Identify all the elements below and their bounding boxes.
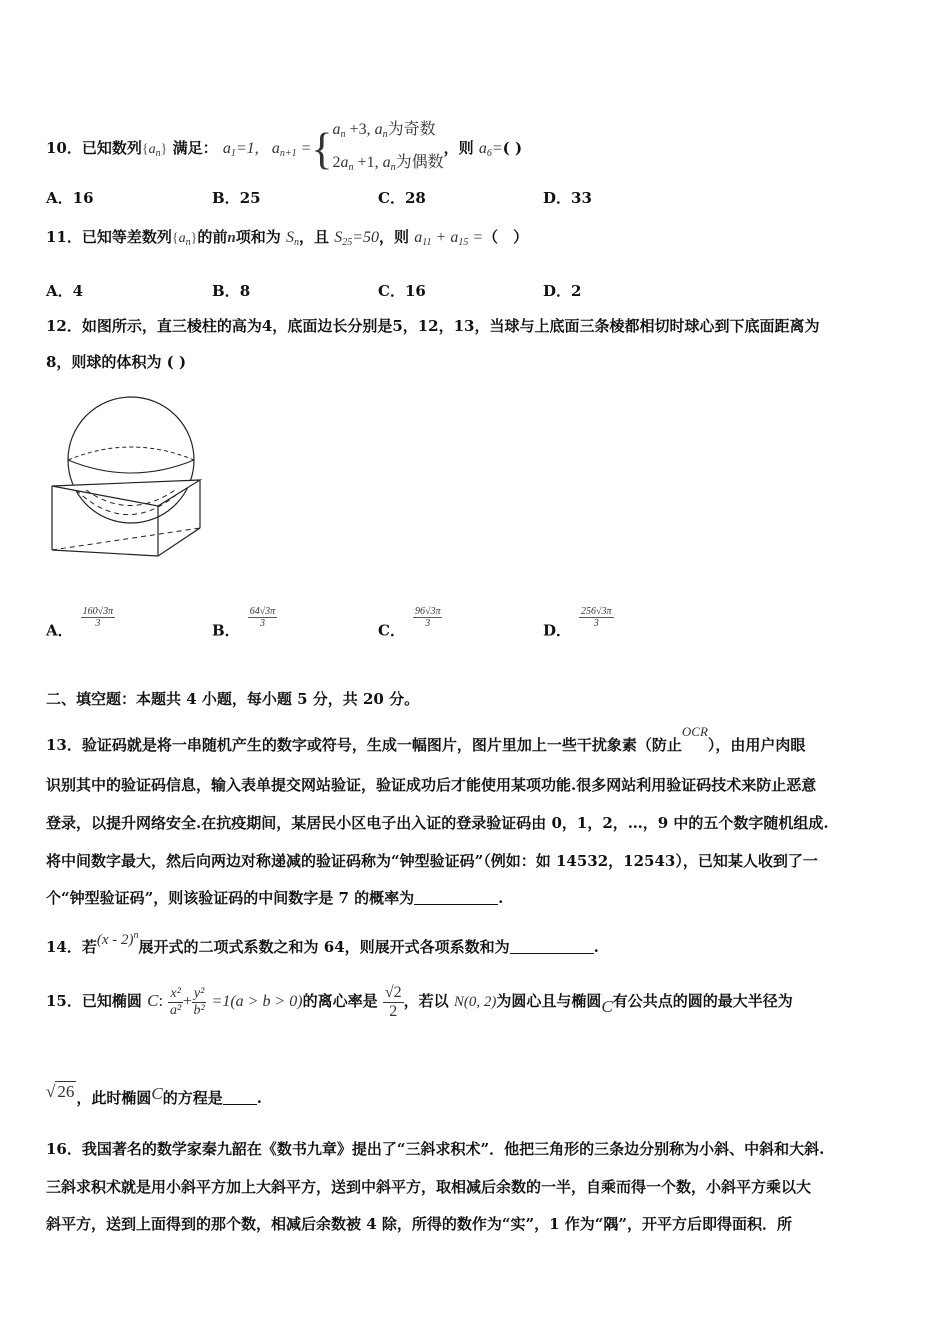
q15-answer-blank[interactable] xyxy=(223,1090,257,1105)
q10-brace: { xyxy=(311,124,333,174)
q11-option-b: B．8 xyxy=(212,282,251,300)
q10-cases: $a_n +3$, $a_n$为奇数 $2a_n +1$, $a_n$为偶数 xyxy=(332,121,444,173)
q15-line2: √ 26 ，此时椭圆C的方程是 . xyxy=(46,1082,262,1107)
q12-option-b: B． $\frac{64√3\pi}{3}$ xyxy=(212,606,276,640)
q11-seq: $\{a_n\}$ xyxy=(171,231,198,248)
section-2-title: 二、填空题：本题共 4 小题，每小题 5 分，共 20 分。 xyxy=(46,690,420,708)
q13-line1: 13．验证码就是将一串随机产生的数字或符号，生成一幅图片，图片里加上一些干扰象素（防止OCR），由用户肉眼 xyxy=(46,724,806,754)
q10-seq: $\{a_n\}$ xyxy=(141,142,168,159)
q14-expr: (x - 2)$^n$ xyxy=(96,930,139,948)
q12-option-a: A． $\frac{160√3\pi}{3}$ xyxy=(46,606,114,640)
q15-y-frac: $\frac{\text{y²}}{\text{b²}}$ xyxy=(193,986,205,1018)
q10-option-c: C．28 xyxy=(378,189,426,207)
q11-sum: $a_{11} + a_{15}$ = xyxy=(414,229,484,248)
q10-option-a: A．16 xyxy=(46,189,94,207)
q12-line2: 8，则球的体积为 ( ) xyxy=(46,353,187,371)
q11-option-d: D．2 xyxy=(543,282,582,300)
q11-S25: $S_{25}=50$ xyxy=(334,229,380,248)
q13-answer-blank[interactable] xyxy=(414,890,498,905)
q16-line2: 三斜求积术就是用小斜平方加上大斜平方，送到中斜平方，取相减后余数的一半，自乘而得一个数，小斜平方乘以大 xyxy=(46,1178,812,1196)
question-15: 15．已知椭圆 C: $\frac{\text{x²}}{\text{a²}}$ + $\frac{\text{y²}}{\text{b²}}$ =1(a > b > 0)的离心率是 $\frac{√2}{2}$ ，若以 N(0, 2)为圆心且与椭圆C有公共点的圆的最大半径为 xyxy=(46,984,793,1020)
q10-option-d: D．33 xyxy=(543,189,592,207)
q10-text: 已知数列 xyxy=(81,139,142,157)
q15-eccentricity: $\frac{√2}{2}$ xyxy=(384,984,402,1020)
q11-option-a: A．4 xyxy=(46,282,84,300)
prism-sphere-figure xyxy=(46,382,216,562)
q13-line5: 个“钟型验证码”，则该验证码的中间数字是 7 的概率为 . xyxy=(46,889,504,907)
q10-a1: $a_1=1$, xyxy=(222,140,259,159)
q12-line1: 12．如图所示，直三棱柱的高为4，底面边长分别是5，12，13，当球与上底面三条棱都相切时球心到下底面距离为 xyxy=(46,317,820,335)
prism-bottom-right xyxy=(158,528,200,556)
prism-bottom-front xyxy=(52,550,158,556)
q14-answer-blank[interactable] xyxy=(510,939,594,954)
q13-line4: 将中间数字最大，然后向两边对称递减的验证码称为“钟型验证码”（例如：如 14532，12543），已知某人收到了一 xyxy=(46,852,818,870)
q10-a6: $a_6=$ xyxy=(478,140,503,159)
q15-x-frac: $\frac{\text{x²}}{\text{a²}}$ xyxy=(170,986,182,1018)
q10-number: 10． xyxy=(46,139,82,157)
question-14: 14．若(x - 2)$^n$展开式的二项式系数之和为 64，则展开式各项系数和为 . xyxy=(46,930,599,956)
q10-option-b: B．25 xyxy=(212,189,261,207)
sphere-equator-back xyxy=(68,447,194,460)
q10-text2: 满足： xyxy=(172,139,218,157)
sphere-outline xyxy=(68,397,194,523)
question-10 xyxy=(46,116,523,174)
question-11: 11．已知等差数列$\{a_n\}$的前n项和为 $S_n$，且 $S_{25}=50$，则 $a_{11} + a_{15}$ =（ ） xyxy=(46,228,529,248)
q12-option-d: D． $\frac{256√3\pi}{3}$ xyxy=(543,606,612,640)
q11-Sn: $S_n$ xyxy=(285,229,299,248)
q13-line3: 登录，以提升网络安全.在抗疫期间，某居民小区电子出入证的登录验证码由 0，1，2，…，9 中的五个数字随机组成. xyxy=(46,814,829,832)
q13-line2: 识别其中的验证码信息，输入表单提交网站验证，验证成功后才能使用某项功能.很多网站利用验证码技术来防止恶意 xyxy=(46,776,817,794)
q16-line3: 斜平方，送到上面得到的那个数，相减后余数被 4 除，所得的数作为“实”，1 作为“隅”，开平方后即得面积．所 xyxy=(46,1215,793,1233)
q15-radius: √ 26 xyxy=(46,1082,75,1101)
sphere-equator-front xyxy=(68,460,194,473)
q10-paren: ( ) xyxy=(502,139,523,157)
q10-recurrence: $a_{n+1}$ = xyxy=(271,140,312,159)
q16-line1: 16．我国著名的数学家秦九韶在《数书九章》提出了“三斜求积术”．他把三角形的三条边分别称为小斜、中斜和大斜. xyxy=(46,1140,825,1158)
q10-text3: ，则 xyxy=(443,139,474,157)
q11-option-c: C．16 xyxy=(378,282,426,300)
prism-bottom-hidden xyxy=(52,528,200,550)
q12-option-c: C． $\frac{96√3\pi}{3}$ xyxy=(378,606,441,640)
